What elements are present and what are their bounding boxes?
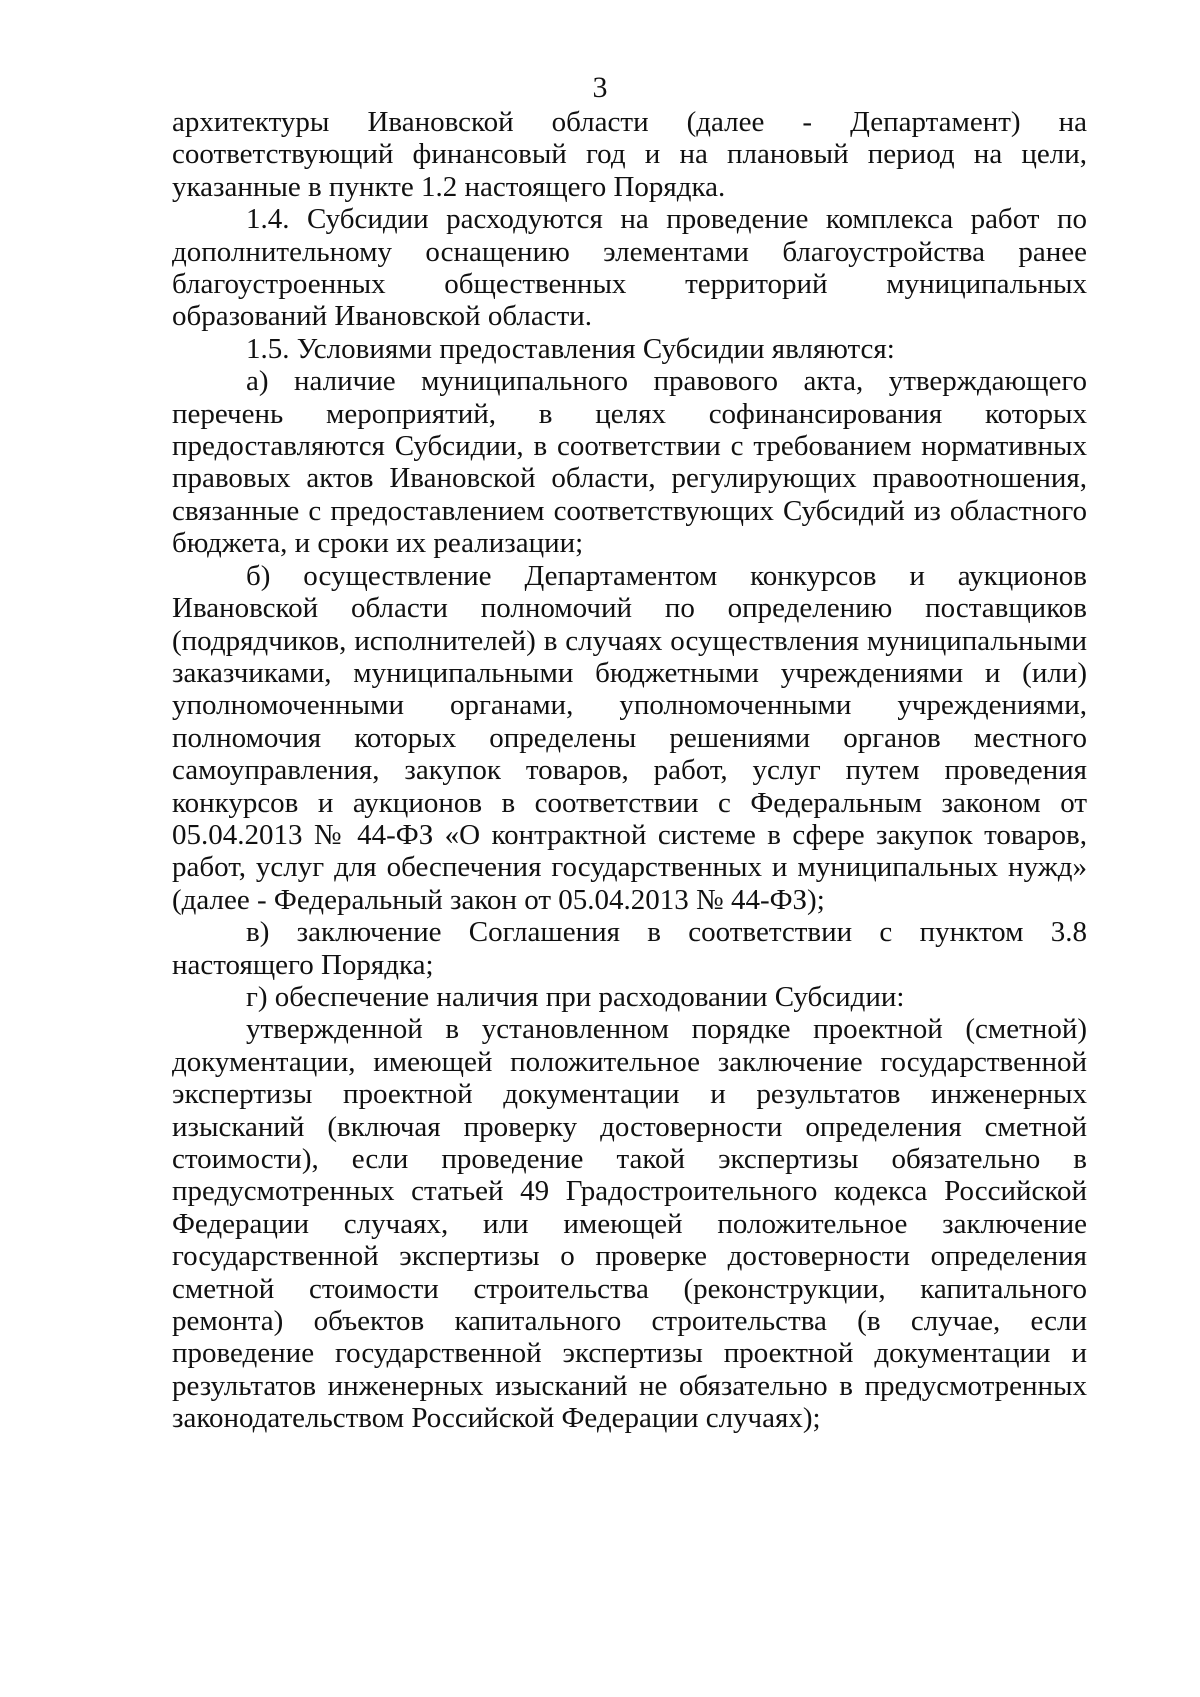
paragraph-continuation: архитектуры Ивановской области (далее - Департамент) на соответствующий финансовый год и на плановый период на цели, указанные в пункте 1.2 настоящего Порядка. (172, 106, 1087, 203)
paragraph-item-b: б) осуществление Департаментом конкурсов и аукционов Ивановской области полномочий по определению поставщиков (подрядчиков, исполнителей) в случаях осуществления муниципальными заказчиками, муниципальными бюджетными учреждениями и (или) уполномоченными органами, уполномоченными учреждениями, полномочия которых определены решениями органов местного самоуправления, закупок товаров, работ, услуг путем проведения конкурсов и аукционов в соответствии с Федеральным законом от 05.04.2013 № 44-ФЗ «О контрактной системе в сфере закупок товаров, работ, услуг для обеспечения государственных и муниципальных нужд» (далее - Федеральный закон от 05.04.2013 № 44-ФЗ); (172, 559, 1087, 916)
document-body (172, 106, 1087, 1435)
paragraph-1-5: 1.5. Условиями предоставления Субсидии являются: (246, 332, 895, 365)
page-number: 3 (592, 71, 608, 104)
paragraph-documentation: утвержденной в установленном порядке проектной (сметной) документации, имеющей положительное заключение государственной экспертизы проектной документации и результатов инженерных изысканий (включая проверку достоверности определения сметной стоимости), если проведение такой экспертизы обязательно в предусмотренных статьей 49 Градостроительного кодекса Российской Федерации случаях, или имеющей положительное заключение государственной экспертизы о проверке достоверности определения сметной стоимости строительства (реконструкции, капитального ремонта) объектов капитального строительства (в случае, если проведение государственной экспертизы проектной документации и результатов инженерных изысканий не обязательно в предусмотренных законодательством Российской Федерации случаях); (172, 1013, 1087, 1435)
paragraph-1-4: 1.4. Субсидии расходуются на проведение комплекса работ по дополнительному оснащению элементами благоустройства ранее благоустроенных общественных территорий муниципальных образований Ивановской области. (172, 203, 1087, 333)
paragraph-item-g: г) обеспечение наличия при расходовании Субсидии: (246, 980, 905, 1013)
paragraph-item-a: а) наличие муниципального правового акта, утверждающего перечень мероприятий, в целях софинансирования которых предоставляются Субсидии, в соответствии с требованием нормативных правовых актов Ивановской области, регулирующих правоотношения, связанные с предоставлением соответствующих Субсидий из областного бюджета, и сроки их реализации; (172, 365, 1087, 560)
paragraph-item-v: в) заключение Соглашения в соответствии с пунктом 3.8 настоящего Порядка; (172, 916, 1087, 981)
